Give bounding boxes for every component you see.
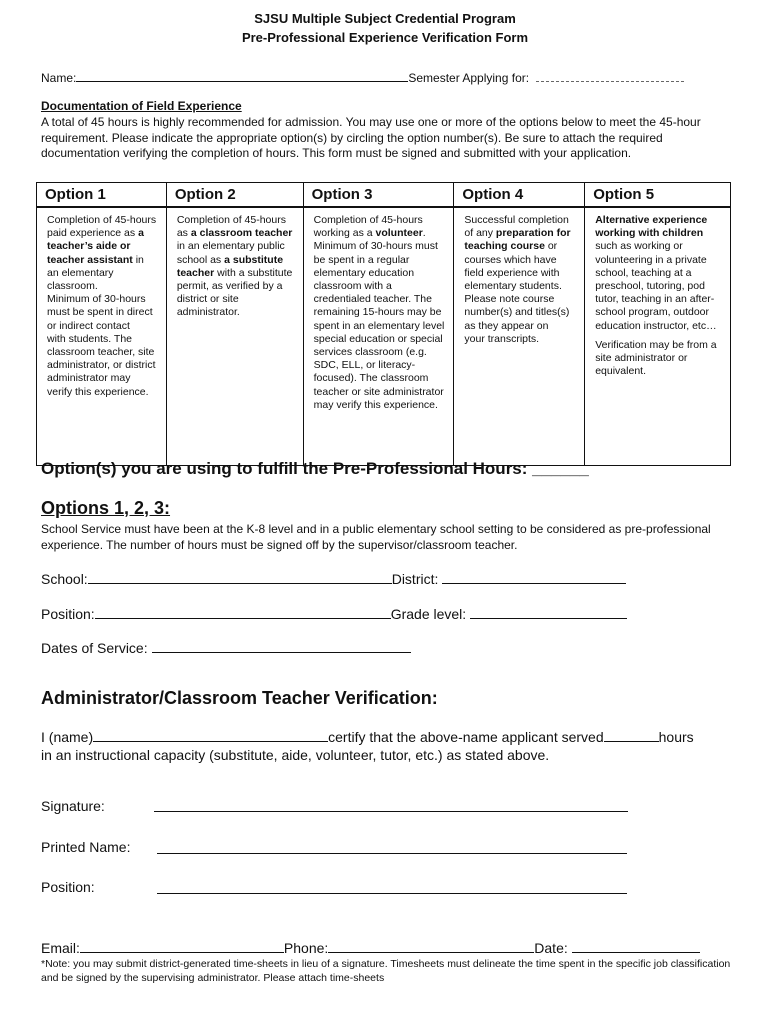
option-3-header[interactable]: Option 3 [303, 183, 454, 208]
grade-level-label: Grade level: [390, 606, 467, 622]
semester-label: Semester Applying for: [408, 71, 530, 85]
opt3-bold-b: volunteer [375, 227, 423, 240]
printed-name-label: Printed Name: [41, 839, 131, 855]
contact-row [41, 939, 700, 956]
name-label: Name: [41, 71, 77, 85]
semester-field[interactable] [536, 70, 684, 82]
opt5-bold-a: Alternative experience working with children [595, 214, 708, 240]
date-label: Date: [534, 940, 568, 956]
options-123-heading: Options 1, 2, 3: [41, 498, 171, 518]
option-choice-question: Option(s) you are using to fulfill the Pre-Professional Hours: ______ [41, 459, 589, 478]
option-3-description [303, 207, 454, 465]
verifier-position-field[interactable] [157, 893, 627, 894]
opt4-text-c: or courses which have field experience with elementary students. Please note course number(s) and titles(s) as they appear on [464, 240, 570, 332]
option-2-header[interactable]: Option 2 [166, 183, 303, 208]
opt1-bold-b: a teacher’s aide or teacher assistant [47, 227, 144, 266]
option-4-description [454, 207, 585, 465]
opt2-text-c: in an elementary public school as [176, 240, 285, 266]
school-label: School: [41, 571, 88, 587]
cert-name-field[interactable] [93, 728, 328, 742]
date-field[interactable] [572, 939, 700, 953]
position-field[interactable] [95, 605, 391, 619]
option-1-header[interactable]: Option 1 [37, 183, 167, 208]
school-service-note: School Service must have been at the K-8 level and in a public elementary school setting to be considered as pre-professional experience. The number of hours must be signed off by the supervisor/classroom teacher. [41, 522, 711, 552]
cert-hours-label: hours [658, 729, 694, 745]
grade-level-field[interactable] [470, 605, 627, 619]
district-label: District: [391, 571, 439, 587]
opt4-bold-b: preparation for teaching course [464, 227, 571, 253]
verification-heading: Administrator/Classroom Teacher Verification: [41, 688, 438, 708]
opt2-bold-d: a substitute teacher [176, 253, 284, 279]
phone-label: Phone: [283, 940, 329, 956]
timesheet-footnote: *Note: you may submit district-generated time-sheets in lieu of a signature. Timesheets must delineate the time spent in the specific job classification and be signed by the supervising administrator. Please attach time-sheets [41, 958, 731, 984]
signature-field[interactable] [154, 811, 628, 812]
documentation-heading: Documentation of Field Experience [41, 99, 242, 113]
option-2-description [166, 207, 303, 465]
cert-text: certify that the above-name applicant served [328, 729, 604, 745]
option-1-description [37, 207, 167, 465]
opt2-text-e: with a substitute permit, as verified by a district or site administrator. [176, 266, 293, 319]
cert-text-line2: in an instructional capacity (substitute, aide, volunteer, tutor, etc.) as stated above. [41, 747, 550, 763]
opt1-text-d: Minimum of 30-hours must be spent in direct or indirect contact [47, 293, 153, 332]
documentation-body: A total of 45 hours is highly recommended for admission. You may use one or more of the options below to meet the 45-hour requirement. Please indicate the appropriate option(s) by circling the option number(s). Be sure to attach the required documentation verifying the completion of hours. This form must be signed and submitted with your application. [41, 115, 701, 160]
verifier-position-label: Position: [41, 879, 95, 895]
phone-field[interactable] [328, 939, 534, 953]
school-row [41, 570, 626, 587]
dates-row [41, 639, 411, 656]
certification-statement [41, 728, 741, 764]
opt4-text-a: Successful completion of any [464, 214, 569, 240]
opt1-text-c: in an elementary classroom. [47, 253, 144, 293]
district-field[interactable] [442, 570, 626, 584]
school-field[interactable] [88, 570, 392, 584]
position-row [41, 605, 627, 622]
signature-label: Signature: [41, 798, 105, 814]
opt1-text-a: Completion of 45-hours paid experience as [47, 214, 157, 240]
email-field[interactable] [80, 939, 284, 953]
option-5-header[interactable]: Option 5 [585, 183, 731, 208]
name-field[interactable] [76, 70, 408, 82]
opt2-bold-b: a classroom teacher [190, 227, 293, 240]
option-4-header[interactable]: Option 4 [454, 183, 585, 208]
opt5-text-b: such as working or volunteering in a private school, teaching at a preschool, tutoring, pod tutor, teaching in an after-school program, outdoor education instructor, etc… [595, 240, 717, 332]
opt3-text-a: Completion of 45-hours working as a [313, 214, 423, 240]
options-table [36, 182, 731, 466]
cert-hours-field[interactable] [604, 728, 659, 742]
opt5-text-c: Verification may be from a site administrator or equivalent. [595, 338, 717, 378]
opt2-text-a: Completion of 45-hours as [176, 214, 286, 240]
name-row [41, 70, 684, 85]
email-label: Email: [41, 940, 80, 956]
cert-name-label: I (name) [41, 729, 94, 745]
opt4-text-d: your transcripts. [464, 332, 540, 345]
position-label: Position: [41, 606, 95, 622]
printed-name-field[interactable] [157, 853, 627, 854]
option-5-description [585, 207, 731, 465]
dates-label: Dates of Service: [41, 640, 148, 656]
form-title-line2: Pre-Professional Experience Verification Form [241, 30, 529, 45]
opt3-text-c: . Minimum of 30-hours must be spent in a regular elementary education classroom with a credentialed teacher. The remaining 15-hours may be spent in an elementary level special education or special services classroom (e.g. SDC, ELL, or literacy-focused). The classroom teacher or site administrator may verify this experience. [313, 227, 445, 411]
opt1-text-e: with students. The classroom teacher, site administrator, or district administrator may verify this experience. [47, 332, 156, 398]
dates-field[interactable] [152, 639, 411, 653]
form-title-line1: SJSU Multiple Subject Credential Program [254, 11, 516, 26]
